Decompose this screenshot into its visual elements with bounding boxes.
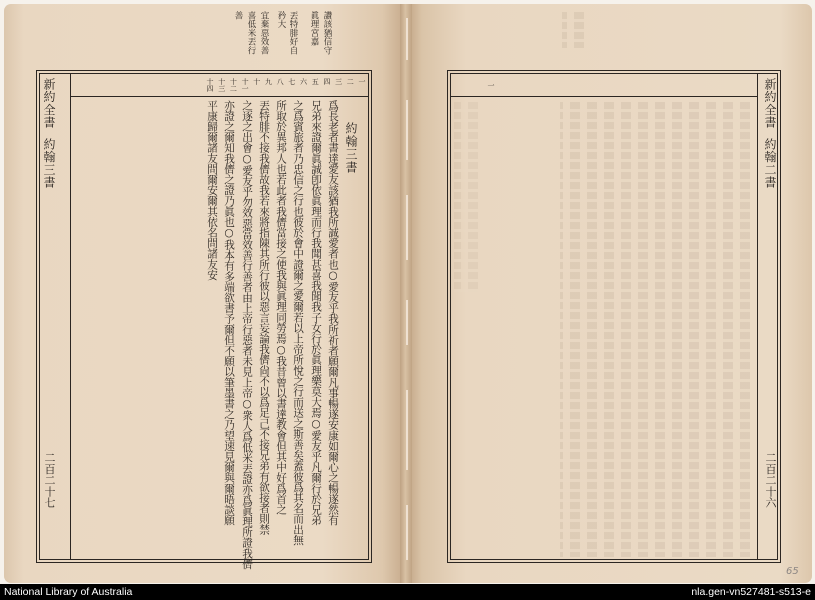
binding-thread [406, 390, 408, 470]
verse-number: 九 [264, 78, 273, 85]
right-margin-divider [757, 73, 758, 560]
footer-bar [0, 584, 815, 600]
text-column: 兄弟來證爾眞誠卽依眞理而行我聞甚喜我聞我子女行於眞理樂莫大焉○愛友乎凡爾行於兄弟 [310, 100, 322, 526]
verse-number: 十四 [206, 78, 214, 92]
text-column: 平康歸爾諸友問爾安爾其依名問諸友安 [206, 100, 218, 281]
verse-number: 一 [487, 82, 495, 89]
left-margin-divider [70, 73, 71, 560]
verse-number: 八 [276, 78, 285, 85]
verse-number: 三 [334, 78, 343, 85]
binding-thread [406, 195, 408, 260]
left-page-number: 二百二十七 [43, 452, 56, 508]
verse-number: 七 [287, 78, 296, 85]
text-column: 之爲賓旅者乃忠信之行也彼於會中證爾之愛爾若以上帝所悅之行而送之斯善矣蓋彼爲其名而出無 [292, 100, 304, 546]
verse-number: 十一 [241, 78, 250, 92]
verse-number: 二 [346, 78, 355, 85]
top-note: 丟特腓好自 [288, 11, 298, 55]
verse-number: 十二 [229, 78, 238, 92]
binding-thread [406, 18, 408, 60]
binding-thread [406, 100, 408, 160]
book-spine [400, 4, 412, 583]
left-verse-number-row [206, 78, 366, 95]
left-running-head-book: 新約全書 [42, 78, 56, 129]
text-column: 之逐之出會○愛友乎勿效惡當效善行善者由上帝行惡者未見上帝○衆人爲低米丟證亦爲眞理所證我儕 [241, 100, 253, 570]
verse-number: 一 [357, 78, 366, 85]
right-page-inner-frame [450, 73, 778, 560]
image-identifier: nla.gen-vn527481-s513-e [691, 586, 811, 598]
folio-mark: 65 [786, 566, 799, 577]
right-page-number: 二百二十六 [764, 452, 777, 508]
text-column: 亦證之爾知我儕之證乃眞也○我本有多端欲書予爾但不願以筆墨書之乃望速見爾與爾晤談願 [223, 100, 235, 526]
verse-number: 十三 [217, 78, 226, 92]
binding-thread [406, 300, 408, 345]
verse-number: 五 [311, 78, 320, 85]
verse-number: 六 [299, 78, 308, 85]
right-header-rule [450, 96, 757, 97]
top-note: 眞理宮嘉 [309, 11, 319, 46]
right-running-head-section: 約翰二書 [763, 138, 777, 189]
text-column: 丟特腓不接我儕故我若來將指陳其所行彼以惡言妄論我儕尙不以爲足己不接兄弟有欲接者則禁 [258, 100, 270, 535]
verse-number: 十 [252, 78, 261, 85]
top-note: 喜低米丟行 [246, 11, 256, 55]
right-running-head-book: 新約全書 [763, 78, 777, 129]
institution-label: National Library of Australia [4, 586, 133, 598]
book-title: 約翰三書 [344, 122, 358, 174]
top-note: 矜大 [276, 11, 286, 29]
text-column: 爲長老者書達愛友該猶我所誠愛者也○愛友乎我所祈者願爾凡事暢遂安康如爾心之暢遂然有 [327, 100, 339, 526]
verse-number: 四 [322, 78, 331, 85]
bleed-through-texture [562, 12, 584, 48]
left-header-rule [70, 96, 369, 97]
top-note: 善 [233, 11, 243, 20]
top-note: 宜棄惡效善 [259, 11, 269, 55]
left-running-head-section: 約翰三書 [42, 138, 56, 189]
text-column: 所取於異邦人也若此者我儕當接之使我與眞理同勞焉○我昔曾以書達教會但其中好爲首之 [275, 100, 287, 515]
top-note: 讚該猶信守 [322, 11, 332, 55]
binding-thread [406, 505, 408, 560]
